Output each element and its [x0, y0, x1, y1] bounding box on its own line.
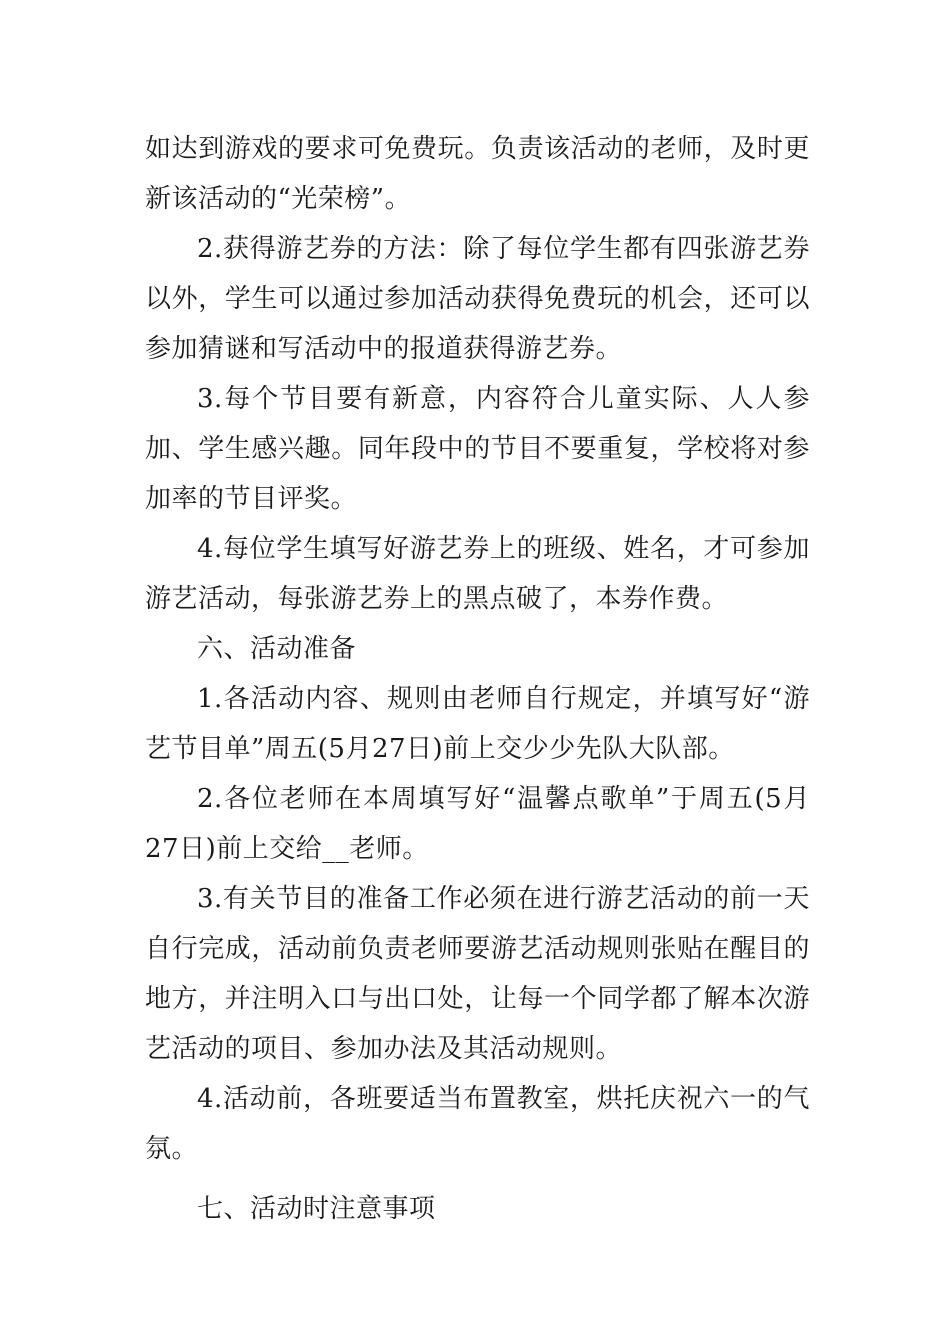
paragraph-ticket-fill: 4.每位学生填写好游艺券上的班级、姓名，才可参加游艺活动，每张游艺券上的黑点破了，本券作费。 — [145, 534, 810, 614]
document-body — [145, 124, 810, 1234]
section-heading-preparation: 六、活动准备 — [197, 634, 357, 664]
paragraph-prep-work: 3.有关节目的准备工作必须在进行游艺活动的前一天自行完成，活动前负责老师要游艺活动规则张贴在醒目的地方，并注明入口与出口处，让每一个同学都了解本次游艺活动的项目、参加办法及其活动规则。 — [145, 884, 810, 1064]
paragraph-prep-rules: 1.各活动内容、规则由老师自行规定，并填写好“游艺节目单”周五(5月27日)前上交少少先队大队部。 — [145, 684, 810, 764]
paragraph-prep-song-list: 2.各位老师在本周填写好“温馨点歌单”于周五(5月27日)前上交给__老师。 — [145, 784, 810, 864]
paragraph-ticket-method: 2.获得游艺券的方法：除了每位学生都有四张游艺券以外，学生可以通过参加活动获得免费玩的机会，还可以参加猜谜和写活动中的报道获得游艺券。 — [145, 234, 810, 364]
section-heading-precautions: 七、活动时注意事项 — [197, 1194, 436, 1224]
paragraph-program-originality: 3.每个节目要有新意，内容符合儿童实际、人人参加、学生感兴趣。同年段中的节目不要重复，学校将对参加率的节目评奖。 — [145, 384, 810, 514]
paragraph-continuation: 如达到游戏的要求可免费玩。负责该活动的老师，及时更新该活动的“光荣榜”。 — [145, 134, 810, 214]
paragraph-prep-classroom: 4.活动前，各班要适当布置教室，烘托庆祝六一的气氛。 — [145, 1084, 810, 1164]
